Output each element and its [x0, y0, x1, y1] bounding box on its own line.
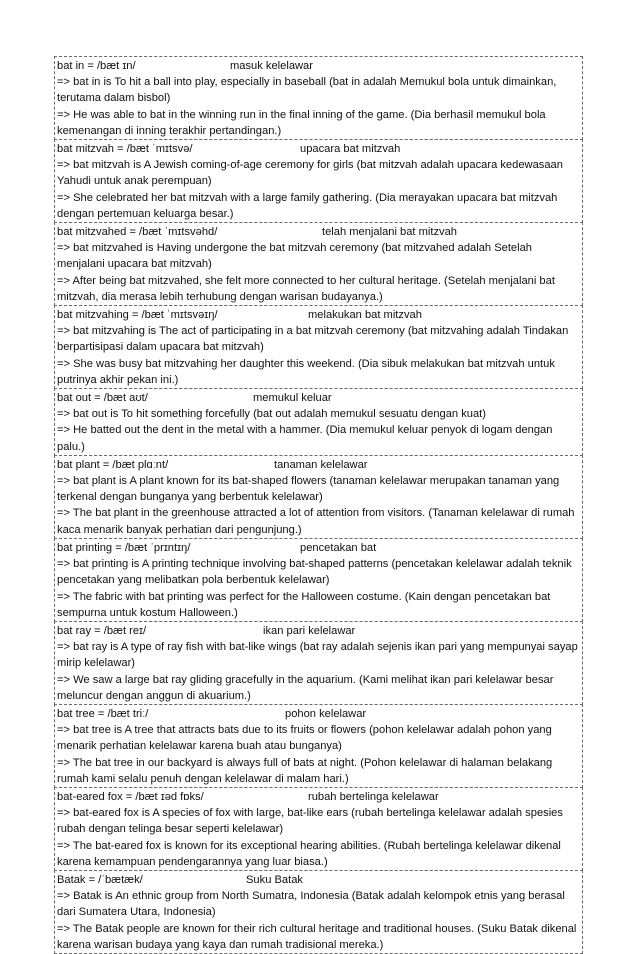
entry-example: => The bat tree in our backyard is always full of bats at night. (Pohon kelelawar di halaman belakang rumah kami selalu penuh dengan kelelawar di malam hari.): [57, 756, 553, 785]
vocab-entry: [54, 704, 583, 788]
entry-header: [57, 224, 580, 240]
entry-headword: bat in = /bæt ɪn/: [57, 60, 136, 72]
entry-translation: telah menjalani bat mitzvah: [322, 226, 457, 239]
entry-translation: pohon kelelawar: [285, 707, 367, 720]
vocab-entry: [54, 222, 583, 306]
vocab-entry: [54, 388, 583, 456]
vocab-entry: [54, 621, 583, 705]
entry-header: [57, 457, 580, 473]
entry-header: [57, 706, 580, 722]
entry-translation: masuk kelelawar: [230, 60, 313, 72]
entry-translation: melakukan bat mitzvah: [308, 309, 422, 322]
entry-header: [57, 789, 580, 805]
vocab-entry: [54, 305, 583, 389]
vocabulary-list: [54, 56, 583, 954]
entry-translation: pencetakan bat: [300, 541, 377, 554]
entry-example: => The fabric with bat printing was perfect for the Halloween costume. (Kain dengan pencetakan bat sempurna untuk kostum Halloween.): [57, 590, 551, 619]
entry-header: [57, 872, 580, 888]
entry-headword: bat ray = /bæt reɪ/: [57, 624, 147, 637]
entry-example: => She celebrated her bat mitzvah with a large family gathering. (Dia merayakan upacara bat mitzvah dengan pertemuan keluarga besar.): [57, 191, 558, 220]
vocab-entry: [54, 455, 583, 539]
entry-headword: bat mitzvahing = /bæt ˈmɪtsvəɪŋ/: [57, 309, 218, 322]
entry-headword: bat printing = /bæt ˈprɪntɪŋ/: [57, 541, 191, 554]
entry-example: => He was able to bat in the winning run in the final inning of the game. (Dia berhasil memukul bola kemenangan di inning terakhir pertandingan.): [57, 108, 546, 137]
entry-definition: => Batak is An ethnic group from North Sumatra, Indonesia (Batak adalah kelompok etnis yang berasal dari Sumatera Utara, Indonesia): [57, 890, 565, 919]
entry-translation: ikan pari kelelawar: [263, 624, 356, 637]
vocab-entry: [54, 870, 583, 954]
entry-headword: bat-eared fox = /bæt ɪəd fɒks/: [57, 790, 204, 803]
entry-example: => The bat-eared fox is known for its exceptional hearing abilities. (Rubah bertelinga kelelawar dikenal karena kemampuan pendengarannya yang luar biasa.): [57, 839, 561, 868]
entry-definition: => bat ray is A type of ray fish with bat-like wings (bat ray adalah sejenis ikan pari yang mempunyai sayap mirip kelelawar): [57, 641, 578, 670]
entry-definition: => bat mitzvahing is The act of participating in a bat mitzvah ceremony (bat mitzvahing adalah Tindakan berpartisipasi dalam upacara bat mitzvah): [57, 325, 569, 354]
vocab-entry: [54, 538, 583, 622]
entry-header: [57, 58, 580, 74]
vocab-entry: [54, 139, 583, 223]
entry-headword: bat mitzvahed = /bæt ˈmɪtsvəhd/: [57, 226, 218, 239]
entry-header: [57, 623, 580, 639]
vocab-entry: [54, 56, 583, 140]
entry-header: [57, 540, 580, 556]
entry-header: [57, 307, 580, 323]
entry-definition: => bat in is To hit a ball into play, especially in baseball (bat in adalah Memukul bola untuk dimainkan, terutama dalam bisbol): [57, 76, 557, 105]
entry-example: => After being bat mitzvahed, she felt more connected to her cultural heritage. (Setelah menjalani bat mitzvah, dia merasa lebih terhubung dengan warisan budayanya.): [57, 274, 555, 303]
entry-headword: bat mitzvah = /bæt ˈmɪtsvə/: [57, 143, 193, 156]
entry-definition: => bat tree is A tree that attracts bats due to its fruits or flowers (pohon kelelawar adalah pohon yang menarik perhatian kelelawar karena buah atau bunganya): [57, 724, 552, 753]
entry-example: => The bat plant in the greenhouse attracted a lot of attention from visitors. (Tanaman kelelawar di rumah kaca menarik banyak perhatian dari pengunjung.): [57, 507, 575, 536]
entry-translation: memukul keluar: [253, 392, 332, 405]
entry-translation: upacara bat mitzvah: [300, 143, 401, 156]
entry-definition: => bat out is To hit something forcefully (bat out adalah memukul sesuatu dengan kuat): [57, 408, 486, 421]
entry-definition: => bat mitzvah is A Jewish coming-of-age ceremony for girls (bat mitzvah adalah upacara kedewasaan Yahudi untuk anak perempuan): [57, 159, 563, 188]
entry-example: => He batted out the dent in the metal with a hammer. (Dia memukul keluar penyok di logam dengan palu.): [57, 424, 553, 453]
entry-headword: bat out = /bæt aʊt/: [57, 392, 148, 405]
vocab-entry: [54, 787, 583, 871]
entry-headword: Batak = /ˈbætæk/: [57, 873, 143, 886]
entry-headword: bat plant = /bæt plɑːnt/: [57, 458, 169, 471]
entry-example: => She was busy bat mitzvahing her daughter this weekend. (Dia sibuk melakukan bat mitzvah untuk putrinya akhir pekan ini.): [57, 357, 555, 386]
entry-definition: => bat-eared fox is A species of fox with large, bat-like ears (rubah bertelinga kelelawar adalah spesies rubah dengan telinga besar seperti kelelawar): [57, 807, 563, 836]
entry-headword: bat tree = /bæt triː/: [57, 707, 149, 720]
entry-translation: rubah bertelinga kelelawar: [308, 790, 439, 803]
entry-example: => We saw a large bat ray gliding gracefully in the aquarium. (Kami melihat ikan pari kelelawar besar meluncur dengan anggun di akuarium.): [57, 673, 554, 702]
entry-translation: tanaman kelelawar: [274, 458, 368, 471]
entry-definition: => bat printing is A printing technique involving bat-shaped patterns (pencetakan kelelawar adalah teknik pencetakan yang melibatkan pola berbentuk kelelawar): [57, 558, 572, 587]
entry-header: [57, 390, 580, 406]
entry-definition: => bat plant is A plant known for its bat-shaped flowers (tanaman kelelawar merupakan tanaman yang terkenal dengan bunganya yang berbentuk kelelawar): [57, 475, 560, 504]
entry-translation: Suku Batak: [246, 873, 303, 886]
entry-example: => The Batak people are known for their rich cultural heritage and traditional houses. (Suku Batak dikenal karena warisan budaya yang kaya dan rumah tradisional mereka.): [57, 922, 577, 951]
entry-header: [57, 141, 580, 157]
entry-definition: => bat mitzvahed is Having undergone the bat mitzvah ceremony (bat mitzvahed adalah Setelah menjalani upacara bat mitzvah): [57, 242, 532, 271]
